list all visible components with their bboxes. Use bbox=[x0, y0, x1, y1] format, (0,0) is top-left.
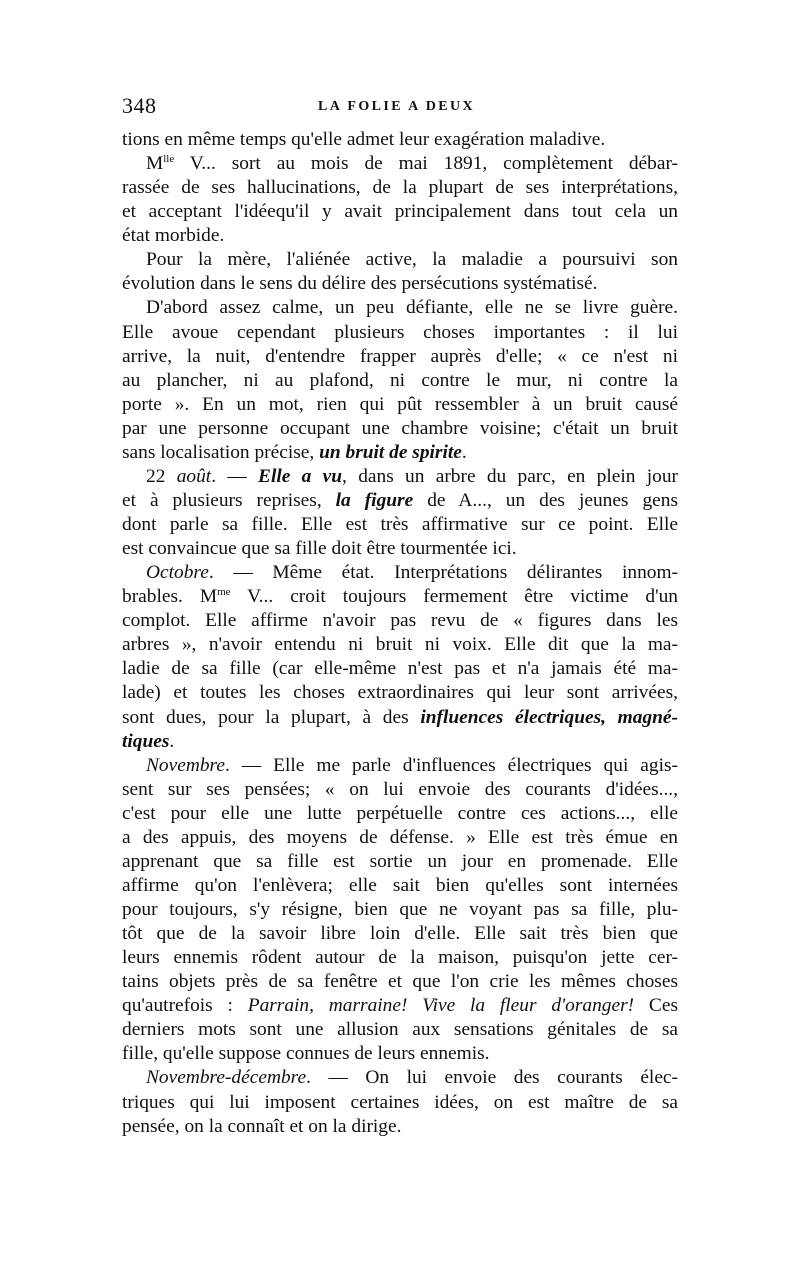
text-line bbox=[122, 272, 678, 296]
body-text bbox=[122, 128, 678, 1139]
superscript: me bbox=[217, 586, 231, 599]
text-line bbox=[122, 994, 678, 1018]
text-line bbox=[122, 1091, 678, 1115]
text-line bbox=[122, 826, 678, 850]
emphasis-text: Parrain, marraine! Vive la fleur d'oranger! bbox=[247, 995, 635, 1017]
text-segment: V... sort au mois de mai 1891, complètement débar- bbox=[174, 153, 678, 175]
text-segment: évolution dans le sens du délire des persécutions systématisé. bbox=[122, 273, 598, 295]
text-segment: 22 bbox=[146, 465, 177, 487]
text-segment: sans localisation précise, bbox=[122, 441, 320, 463]
emphasis-text: un bruit de spirite bbox=[319, 441, 462, 463]
text-segment: par une personne occupant une chambre voisine; c'était un bruit bbox=[122, 417, 678, 439]
text-segment: rassée de ses hallucinations, de la plupart de ses interprétations, bbox=[122, 177, 678, 199]
text-line bbox=[122, 176, 678, 200]
emphasis-text: août bbox=[176, 465, 212, 487]
text-segment: de A..., un des jeunes gens bbox=[413, 489, 678, 511]
text-segment: tôt que de la savoir libre loin d'elle. Elle sait très bien que bbox=[122, 923, 678, 945]
text-segment: . — Même état. Interprétations délirantes innom- bbox=[208, 562, 678, 584]
superscript: lle bbox=[163, 153, 175, 166]
running-head: LA FOLIE A DEUX bbox=[318, 99, 475, 114]
text-line bbox=[122, 417, 678, 441]
text-line bbox=[122, 946, 678, 970]
text-line bbox=[122, 321, 678, 345]
text-line bbox=[122, 200, 678, 224]
text-line bbox=[122, 850, 678, 874]
text-segment: état morbide. bbox=[122, 225, 225, 247]
page-header bbox=[122, 92, 677, 120]
text-line bbox=[122, 296, 678, 320]
text-segment: au plancher, ni au plafond, ni contre le mur, ni contre la bbox=[122, 369, 678, 391]
text-segment: , dans un arbre du parc, en plein jour bbox=[342, 465, 678, 487]
text-segment: et à plusieurs reprises, bbox=[122, 489, 336, 511]
emphasis-text: Novembre-décembre bbox=[146, 1067, 307, 1089]
text-segment: tions en même temps qu'elle admet leur exagération maladive. bbox=[122, 129, 606, 150]
text-segment: ladie de sa fille (car elle-même n'est pas et n'a jamais été ma- bbox=[122, 658, 678, 680]
text-segment: Ces bbox=[634, 995, 678, 1017]
text-segment: . — On lui envoie des courants élec- bbox=[306, 1067, 678, 1089]
text-line bbox=[122, 706, 678, 730]
text-segment: c'est pour elle une lutte perpétuelle contre ces actions..., elle bbox=[122, 802, 678, 824]
text-segment: derniers mots sont une allusion aux sensations génitales de sa bbox=[122, 1019, 678, 1041]
text-line bbox=[122, 489, 678, 513]
text-line bbox=[122, 681, 678, 705]
text-line bbox=[122, 898, 678, 922]
text-segment: arbres », n'avoir entendu ni bruit ni voix. Elle dit que la ma- bbox=[122, 634, 678, 656]
text-segment: qu'autrefois : bbox=[122, 995, 248, 1017]
text-line bbox=[122, 730, 678, 754]
text-line bbox=[122, 970, 678, 994]
text-segment: sont dues, pour la plupart, à des bbox=[122, 706, 421, 728]
text-segment: affirme qu'on l'enlèvera; elle sait bien qu'elles sont internées bbox=[122, 874, 678, 896]
text-line bbox=[122, 393, 678, 417]
text-line bbox=[122, 248, 678, 272]
emphasis-text: Novembre bbox=[146, 754, 225, 776]
text-line bbox=[122, 778, 678, 802]
text-line bbox=[122, 369, 678, 393]
text-segment: complot. Elle affirme n'avoir pas revu de « figures dans les bbox=[122, 610, 678, 632]
text-line bbox=[122, 513, 678, 537]
text-segment: Pour la mère, l'aliénée active, la maladie a poursuivi son bbox=[146, 249, 678, 271]
text-segment: apprenant que sa fille est sortie un jour en promenade. Elle bbox=[122, 850, 678, 872]
text-line bbox=[122, 465, 678, 489]
text-segment: sent sur ses pensées; « on lui envoie des courants d'idées..., bbox=[122, 778, 678, 800]
emphasis-text: Elle a vu bbox=[258, 465, 343, 487]
text-segment: arrive, la nuit, d'entendre frapper auprès d'elle; « ce n'est ni bbox=[122, 345, 678, 367]
text-segment: triques qui lui imposent certaines idées, on est maître de sa bbox=[122, 1091, 678, 1113]
text-line bbox=[122, 585, 678, 609]
text-segment: pensée, on la connaît et on la dirige. bbox=[122, 1115, 402, 1137]
text-segment: porte ». En un mot, rien qui pût ressembler à un bruit causé bbox=[122, 393, 678, 415]
emphasis-text: tiques bbox=[122, 730, 170, 752]
text-segment: . bbox=[169, 730, 175, 752]
text-line bbox=[122, 874, 678, 898]
text-segment: . bbox=[461, 441, 467, 463]
text-line bbox=[122, 537, 678, 561]
text-line bbox=[122, 657, 678, 681]
text-line bbox=[122, 224, 678, 248]
emphasis-text: influences électriques, magné- bbox=[420, 706, 678, 728]
page-number: 348 bbox=[122, 93, 157, 118]
text-line bbox=[122, 561, 678, 585]
text-line bbox=[122, 152, 678, 176]
text-segment: lade) et toutes les choses extraordinaires qui leur sont arrivées, bbox=[122, 682, 678, 704]
text-segment: . — Elle me parle d'influences électriques qui agis- bbox=[224, 754, 678, 776]
text-segment: D'abord assez calme, un peu défiante, elle ne se livre guère. bbox=[146, 297, 678, 319]
text-segment: a des appuis, des moyens de défense. » Elle est très émue en bbox=[122, 826, 678, 848]
text-line bbox=[122, 1042, 678, 1066]
text-line bbox=[122, 345, 678, 369]
text-segment: V... croit toujours fermement être victime d'un bbox=[230, 586, 678, 608]
text-segment: leurs ennemis rôdent autour de la maison, puisqu'on jette cer- bbox=[122, 947, 678, 969]
emphasis-text: la figure bbox=[335, 489, 414, 511]
text-segment: M bbox=[146, 153, 164, 175]
text-segment: dont parle sa fille. Elle est très affirmative sur ce point. Elle bbox=[122, 514, 678, 535]
text-line bbox=[122, 1018, 678, 1042]
text-segment: est convaincue que sa fille doit être tourmentée ici. bbox=[122, 538, 517, 560]
text-line bbox=[122, 128, 678, 152]
text-segment: pour toujours, s'y résigne, bien que ne voyant pas sa fille, plu- bbox=[122, 899, 678, 920]
text-line bbox=[122, 922, 678, 946]
text-segment: . — bbox=[211, 465, 259, 487]
emphasis-text: Octobre bbox=[146, 562, 209, 584]
text-segment: brables. M bbox=[122, 586, 218, 608]
text-line bbox=[122, 754, 678, 778]
text-segment: tains objets près de sa fenêtre et que l'on crie les mêmes choses bbox=[122, 971, 678, 993]
text-segment: et acceptant l'idéequ'il y avait principalement dans tout cela un bbox=[122, 201, 678, 223]
text-segment: fille, qu'elle suppose connues de leurs ennemis. bbox=[122, 1043, 490, 1065]
text-line bbox=[122, 1115, 678, 1139]
text-line bbox=[122, 609, 678, 633]
text-line bbox=[122, 1066, 678, 1090]
text-line bbox=[122, 633, 678, 657]
text-line bbox=[122, 441, 678, 465]
text-segment: Elle avoue cependant plusieurs choses importantes : il lui bbox=[122, 321, 678, 343]
text-line bbox=[122, 802, 678, 826]
